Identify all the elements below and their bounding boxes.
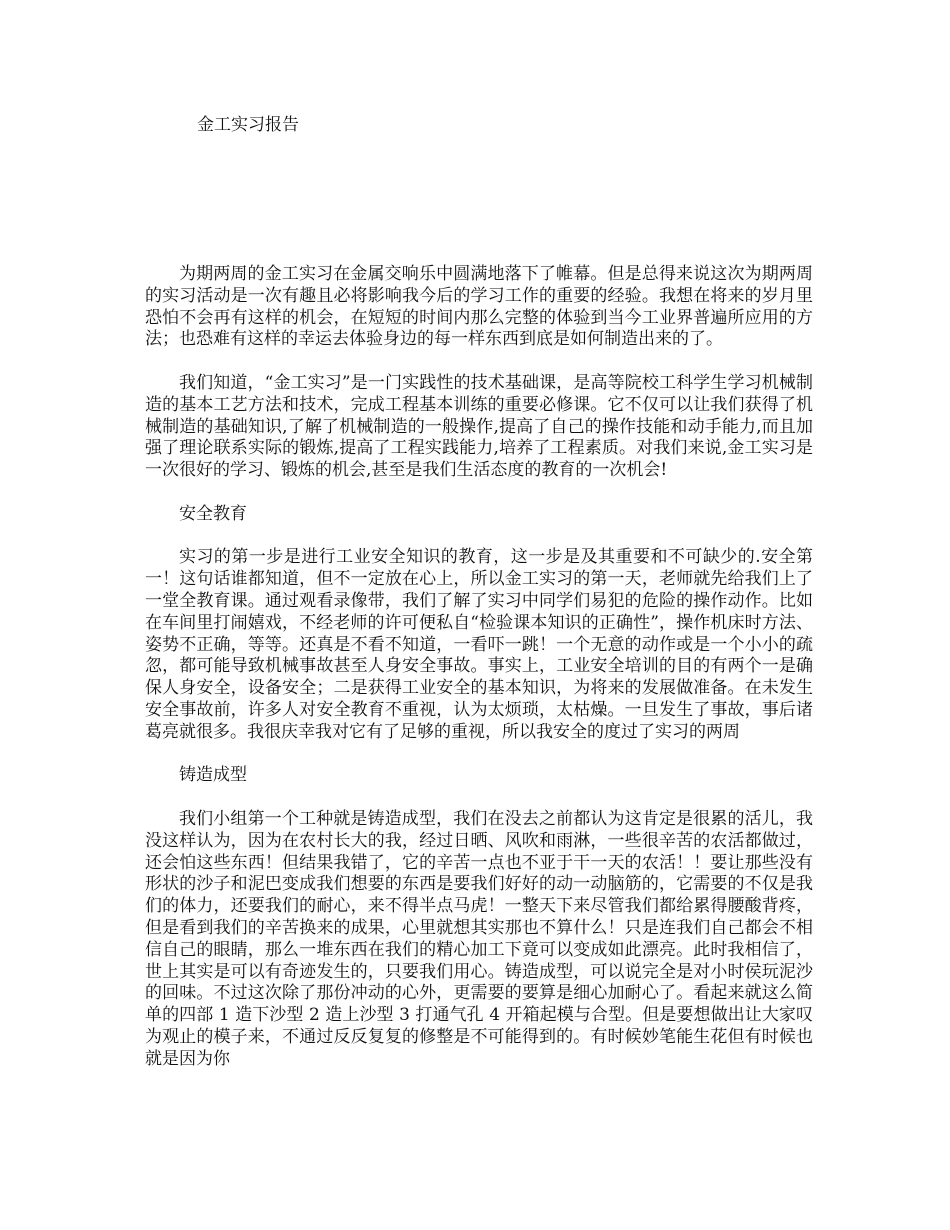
paragraph-casting: 我们小组第一个工种就是铸造成型，我们在没去之前都认为这肯定是很累的活儿，我没这样认为，因为在农村长大的我，经过日晒、风吹和雨淋，一些很辛苦的农活都做过，还会怕这些东西！但结果我错了，它的辛苦一点也不亚于干一天的农活！！要让那些没有形状的沙子和泥巴变成我们想要的东西是要我们好好的动一动脑筋的，它需要的不仅是我们的体力，还要我们的耐心，来不得半点马虎！一整天下来尽管我们都给累得腰酸背疼，但是看到我们的辛苦换来的成果，心里就想其实那也不算什么！只是连我们自己都会不相信自己的眼睛，那么一堆东西在我们的精心加工下竟可以变成如此漂亮。此时我相信了，世上其实是可以有奇迹发生的，只要我们用心。铸造成型，可以说完全是对小时侯玩泥沙的回味。不过这次除了那份冲动的心外，更需要的要算是细心加耐心了。看起来就这么简单的四部 1 造下沙型 2 造上沙型 3 打通气孔 4 开箱起模与合型。但是要想做出让大家叹为观止的模子来，不通过反反复复的修整是不可能得到的。有时候妙笔能生花但有时候也就是因为你 bbox=[145, 808, 813, 1069]
paragraph-intro: 为期两周的金工实习在金属交响乐中圆满地落下了帷幕。但是总得来说这次为期两周的实习活动是一次有趣且必将影响我今后的学习工作的重要的经验。我想在将来的岁月里恐怕不会再有这样的机会，在短短的时间内那么完整的体验到当今工业界普遍所应用的方法；也恐难有这样的幸运去体验身边的每一样东西到底是如何制造出来的了。 bbox=[145, 264, 813, 350]
paragraph-course-description: 我们知道，“金工实习”是一门实践性的技术基础课，是高等院校工科学生学习机械制造的基本工艺方法和技术，完成工程基本训练的重要必修课。它不仅可以让我们获得了机械制造的基础知识,了解了机械制造的一般操作,提高了自己的操作技能和动手能力,而且加强了理论联系实际的锻炼,提高了工程实践能力,培养了工程素质。对我们来说,金工实习是一次很好的学习、锻炼的机会,甚至是我们生活态度的教育的一次机会! bbox=[145, 372, 813, 481]
paragraph-safety: 实习的第一步是进行工业安全知识的教育，这一步是及其重要和不可缺少的.安全第一！这句话谁都知道，但不一定放在心上，所以金工实习的第一天，老师就先给我们上了一堂全教育课。通过观看录像带，我们了解了实习中同学们易犯的危险的操作动作。比如在车间里打闹嬉戏，不经老师的许可便私自“检验课本知识的正确性”，操作机床时方法、姿势不正确，等等。还真是不看不知道，一看吓一跳！一个无意的动作或是一个小小的疏忽，都可能导致机械事故甚至人身安全事故。事实上，工业安全培训的目的有两个一是确保人身安全，设备安全；二是获得工业安全的基本知识，为将来的发展做准备。在未发生安全事故前，许多人对安全教育不重视，认为太烦琐，太枯燥。一旦发生了事故，事后诸葛亮就很多。我很庆幸我对它有了足够的重视，所以我安全的度过了实习的两周 bbox=[145, 547, 813, 742]
document-body bbox=[145, 264, 813, 1092]
document-title: 金工实习报告 bbox=[197, 115, 299, 135]
section-heading-safety: 安全教育 bbox=[179, 503, 247, 524]
section-heading-casting: 铸造成型 bbox=[179, 765, 247, 786]
